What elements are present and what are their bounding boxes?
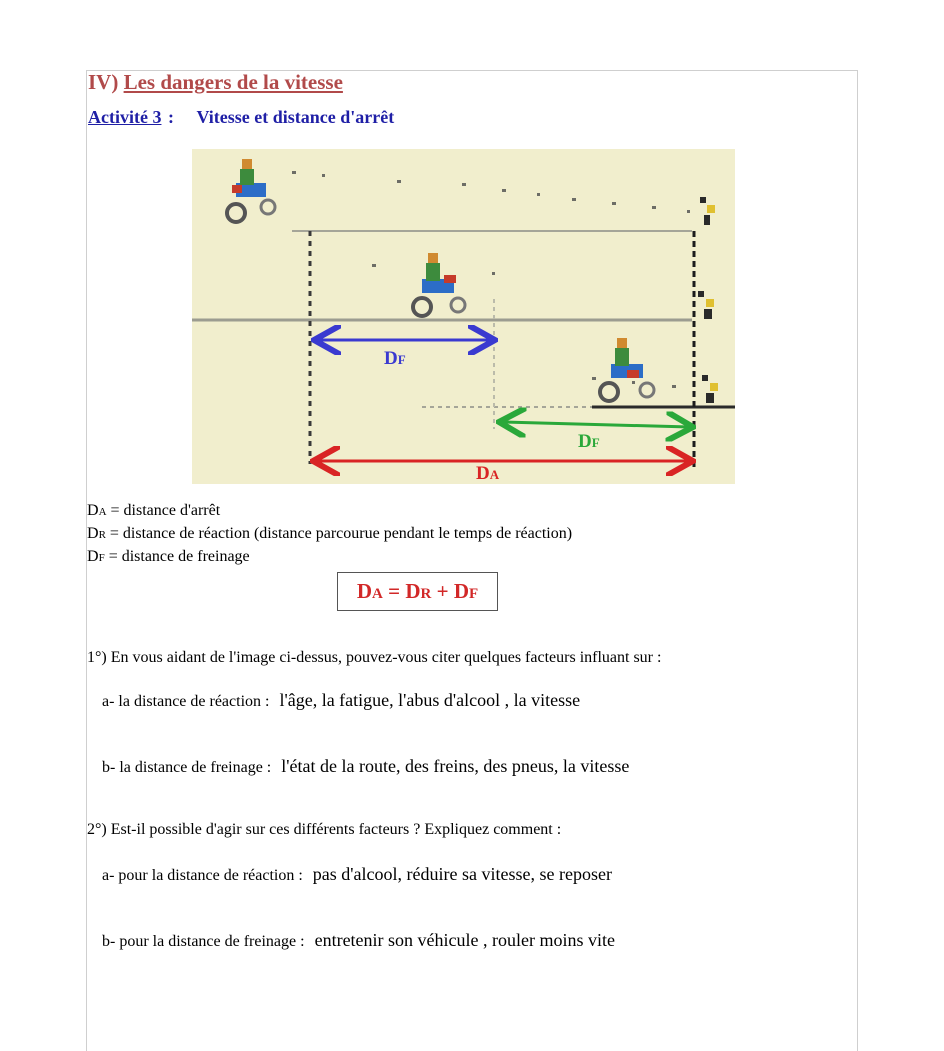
df-top-label: DF	[384, 348, 406, 369]
question-1-a	[102, 690, 580, 711]
figure-background	[192, 149, 735, 484]
question-2-a-label: a- pour la distance de réaction :	[102, 867, 303, 884]
question-2-a-answer: pas d'alcool, réduire sa vitesse, se reposer	[312, 864, 612, 884]
definition-df: DF = distance de freinage	[87, 548, 250, 565]
question-1-a-answer: l'âge, la fatigue, l'abus d'alcool , la vitesse	[279, 690, 581, 710]
da-label: DA	[476, 463, 500, 484]
definition-dr: DR = distance de réaction (distance parcourue pendant le temps de réaction)	[87, 525, 573, 542]
question-1-a-label: a- la distance de réaction :	[102, 693, 270, 710]
question-2-b	[102, 930, 615, 951]
question-1-b-label: b- la distance de freinage :	[102, 759, 272, 776]
question-1-b-answer: l'état de la route, des freins, des pneus, la vitesse	[281, 756, 630, 776]
activity-colon: :	[167, 107, 174, 127]
question-2-b-label: b- pour la distance de freinage :	[102, 933, 305, 950]
activity-heading	[88, 107, 394, 128]
section-prefix: IV)	[88, 70, 119, 94]
section-title	[88, 70, 343, 95]
activity-label: Activité 3	[88, 107, 162, 127]
question-2-a	[102, 864, 612, 885]
stopping-distance-figure	[192, 149, 735, 484]
definitions	[87, 500, 572, 569]
section-title-text: Les dangers de la vitesse	[123, 70, 343, 94]
df-bottom-label: DF	[578, 431, 600, 452]
question-2-b-answer: entretenir son véhicule , rouler moins vite	[314, 930, 615, 950]
question-1: 1°) En vous aidant de l'image ci-dessus, pouvez-vous citer quelques facteurs influant sur :	[87, 649, 662, 666]
activity-subtitle: Vitesse et distance d'arrêt	[196, 107, 395, 127]
question-1-b	[102, 756, 629, 777]
definition-da: DA = distance d'arrêt	[87, 502, 221, 519]
formula-box: DA = DR + DF	[337, 572, 498, 611]
question-2: 2°) Est-il possible d'agir sur ces différents facteurs ? Expliquez comment :	[87, 821, 562, 838]
